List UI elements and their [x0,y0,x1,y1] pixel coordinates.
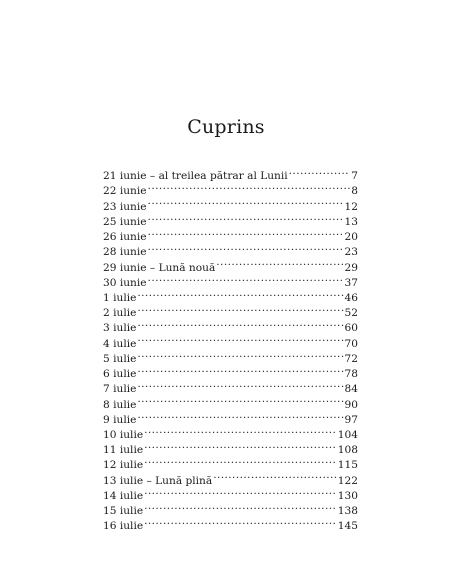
toc-entry-page-number: 138 [337,505,358,518]
toc-entry-page-number: 72 [344,352,358,365]
table-of-contents [103,164,358,533]
toc-entry [103,392,358,411]
toc-dot-leader [216,255,343,270]
toc-dot-leader [137,392,343,407]
toc-dot-leader [137,347,343,362]
toc-entry-label: 10 iulie [103,428,144,441]
toc-dot-leader [144,499,337,514]
toc-dot-leader [137,408,343,423]
toc-entry [103,331,358,350]
toc-entry [103,164,358,183]
toc-entry [103,377,358,396]
toc-entry-page-number: 104 [337,428,358,441]
toc-entry-label: 11 iulie [103,444,144,457]
toc-entry-page-number: 70 [344,337,358,350]
toc-entry-page-number: 20 [344,231,358,244]
toc-entry-label: 28 iunie [103,246,147,259]
toc-dot-leader [137,301,343,316]
page-title: Cuprins [187,116,265,138]
toc-entry [103,316,358,335]
toc-dot-leader [213,468,337,483]
toc-dot-leader [144,514,337,529]
toc-dot-leader [148,240,344,255]
toc-entry-label: 15 iulie [103,505,144,518]
toc-entry-label: 4 iulie [103,337,137,350]
toc-dot-leader [148,225,344,240]
toc-entry-label: 12 iulie [103,459,144,472]
toc-entry-page-number: 46 [344,291,358,304]
toc-entry-page-number: 12 [344,200,358,213]
toc-entry-label: 30 iunie [103,276,147,289]
toc-entry-page-number: 13 [344,215,358,228]
toc-entry-page-number: 97 [344,413,358,426]
toc-entry [103,362,358,381]
toc-entry-label: 21 iunie – al treilea pătrar al Lunii [103,170,288,183]
toc-entry-label: 7 iulie [103,383,137,396]
toc-entry-page-number: 60 [344,322,358,335]
toc-entry-page-number: 84 [344,383,358,396]
toc-dot-leader [137,286,343,301]
toc-entry-label: 2 iulie [103,307,137,320]
toc-entry-label: 5 iulie [103,352,137,365]
toc-entry-page-number: 145 [337,520,358,533]
toc-entry-page-number: 7 [351,170,358,183]
toc-dot-leader [148,210,344,225]
toc-entry-label: 22 iunie [103,185,147,198]
toc-dot-leader [148,271,344,286]
toc-dot-leader [148,194,344,209]
toc-dot-leader [144,484,337,499]
toc-dot-leader [144,453,337,468]
toc-entry-label: 9 iulie [103,413,137,426]
toc-entry-page-number: 130 [337,489,358,502]
toc-entry-label: 26 iunie [103,231,147,244]
toc-entry [103,408,358,426]
toc-entry-label: 25 iunie [103,215,147,228]
toc-entry [103,347,358,365]
toc-entry-label: 13 iulie – Lună plină [103,474,213,487]
toc-entry-label: 8 iulie [103,398,137,411]
toc-entry-page-number: 37 [344,276,358,289]
toc-entry-page-number: 52 [344,307,358,320]
toc-entry-label: 14 iulie [103,489,144,502]
toc-dot-leader [148,179,351,194]
toc-dot-leader [144,423,337,438]
toc-entry-page-number: 23 [344,246,358,259]
toc-entry-page-number: 78 [344,368,358,381]
toc-entry-page-number: 8 [351,185,358,198]
toc-dot-leader [144,438,337,453]
toc-dot-leader [289,164,351,179]
toc-dot-leader [137,377,343,392]
toc-entry-label: 6 iulie [103,368,137,381]
toc-entry-page-number: 90 [344,398,358,411]
toc-entry [103,301,358,320]
toc-dot-leader [137,316,343,331]
toc-entry-label: 29 iunie – Lună nouă [103,261,216,274]
toc-entry-page-number: 115 [337,459,358,472]
toc-entry [103,286,358,304]
toc-entry-label: 23 iunie [103,200,147,213]
toc-entry-label: 1 iulie [103,291,137,304]
toc-entry-page-number: 108 [337,444,358,457]
toc-entry [103,423,358,441]
toc-entry-page-number: 29 [344,261,358,274]
toc-entry-label: 3 iulie [103,322,137,335]
toc-entry-label: 16 iulie [103,520,144,533]
toc-dot-leader [137,331,343,346]
toc-entry-page-number: 122 [337,474,358,487]
toc-dot-leader [137,362,343,377]
